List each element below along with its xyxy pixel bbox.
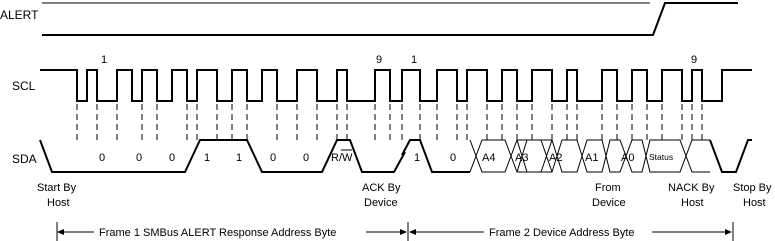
frame2-left-arrowhead [409,229,416,235]
sda-bit-status: Status [649,152,674,162]
sda-signal-label: SDA [12,152,37,166]
nack-by-host-line1: NACK By [668,182,715,194]
sampling-guide-lines [77,104,702,140]
sda-bit-a4: A4 [482,152,496,164]
sda-bit-7: 0 [303,152,310,164]
start-by-host-line2: Host [47,197,70,209]
sda-bit-f2-2: 0 [450,152,457,164]
start-by-host-line1: Start By [37,182,77,194]
scl-signal-label: SCL [12,79,36,93]
frame1-left-arrowhead [57,229,64,235]
from-device-line1: From [595,182,621,194]
scl-label-1-frame2: 1 [411,54,418,66]
sda-bit-1: 0 [99,152,106,164]
frame1-right-arrowhead [400,229,407,235]
sda-bus-a4-a0-outline [517,140,710,172]
frame2-right-arrowhead [725,229,732,235]
sda-bit-4: 1 [204,152,211,164]
frame2-label: Frame 2 Device Address Byte [489,227,635,239]
sda-bit-6: 0 [270,152,277,164]
frame1-label: Frame 1 SMBus ALERT Response Address Byte [99,227,337,239]
sda-bit-f2-1: 1 [414,152,421,164]
ack-by-device-line2: Device [364,197,398,209]
scl-waveform [40,70,752,101]
from-device-line2: Device [592,197,626,209]
scl-label-9-frame1: 9 [376,54,383,66]
sda-bit-a0: A0 [621,152,635,164]
sda-bit-a1: A1 [585,152,599,164]
ack-by-device-line1: ACK By [362,182,401,194]
stop-by-host-line1: Stop By [733,182,772,194]
stop-by-host-line2: Host [743,197,766,209]
sda-bit-3: 0 [169,152,176,164]
sda-bit-a3: A3 [515,152,529,164]
nack-by-host-line2: Host [681,197,704,209]
sda-bit-rw: R/W [331,152,353,164]
scl-label-9-frame2: 9 [691,54,698,66]
sda-bit-5: 1 [236,152,243,164]
alert-signal-label: ALERT [0,8,39,22]
sda-bit-2: 0 [136,152,143,164]
alert-waveform [42,3,738,35]
sda-waveform-stop [710,140,752,172]
sda-waveform-frame2 [402,140,470,172]
scl-label-1-frame1: 1 [101,54,108,66]
sda-bit-a2: A2 [549,152,563,164]
